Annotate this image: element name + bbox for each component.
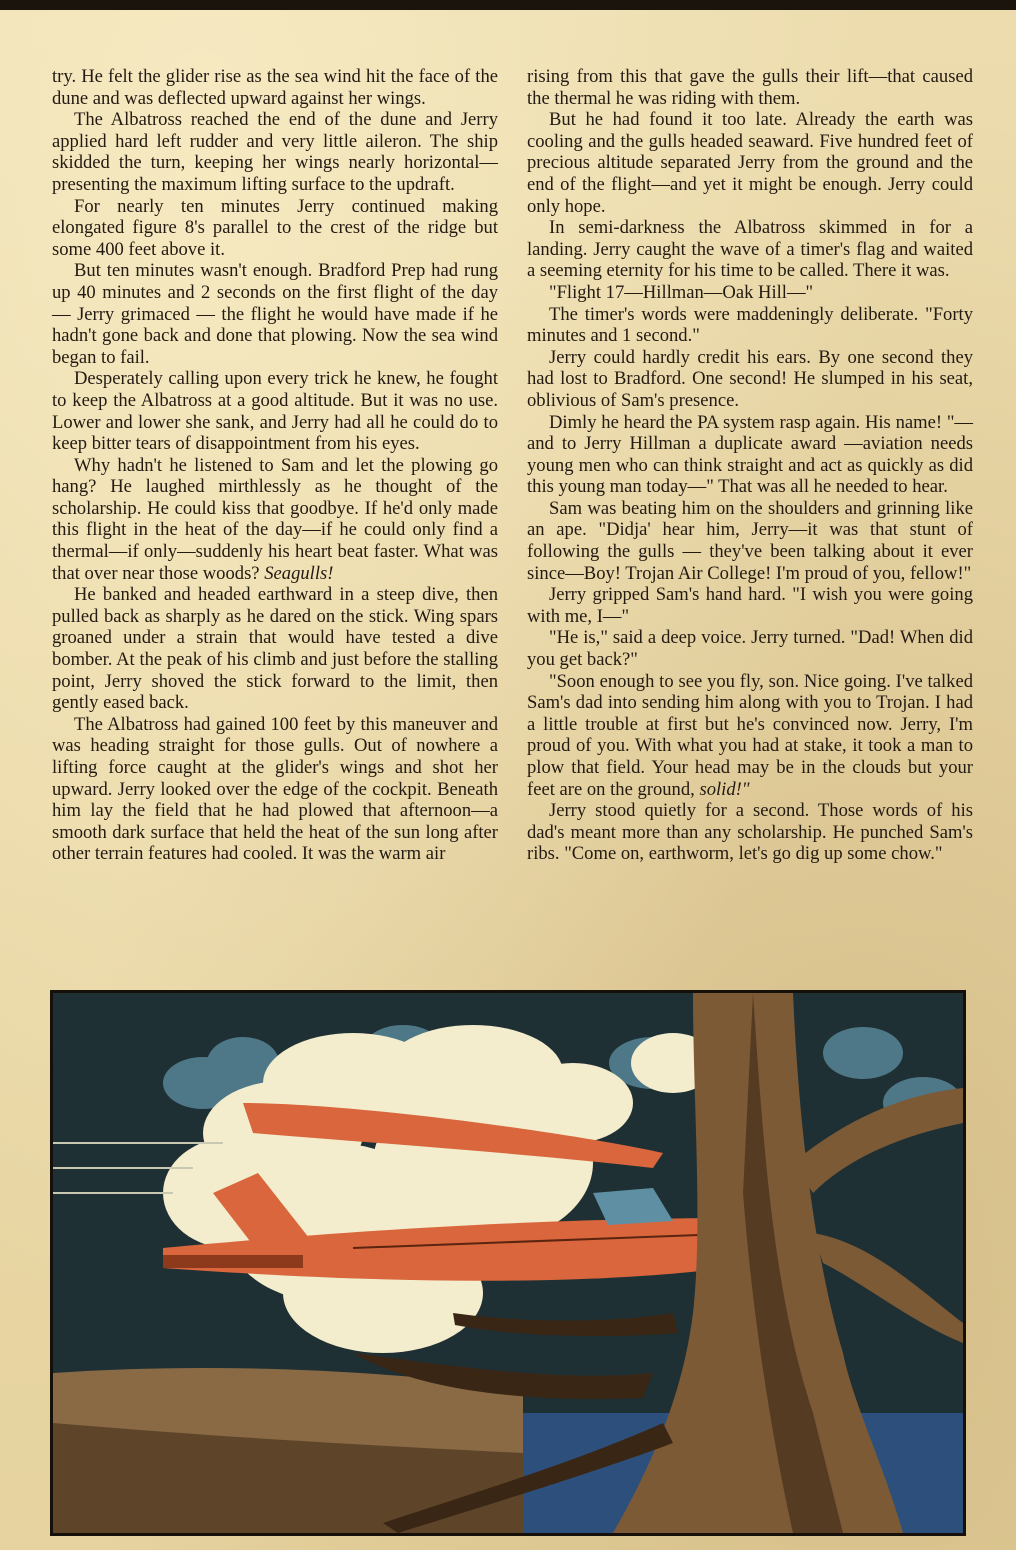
emphasis-seagulls: Seagulls!	[264, 562, 334, 584]
glider-illustration	[53, 993, 963, 1533]
emphasis-solid: solid!"	[699, 778, 750, 800]
paragraph: In semi-darkness the Albatross skimmed in for a landing. Jerry caught the wave of a timer's flag and waited a seeming eternity for his time to be called. There it was.	[527, 217, 973, 282]
paragraph: Sam was beating him on the shoulders and grinning like an ape. "Didja' hear him, Jerry—it was that stunt of following the gulls — they've been talking about it ever since—Boy! Trojan Air College! I'm proud of you, fellow!"	[527, 497, 973, 584]
paragraph: Desperately calling upon every trick he knew, he fought to keep the Albatross at a good altitude. But it was no use. Lower and lower she sank, and Jerry had all he could do to keep bitter tears of disappointment from his eyes.	[52, 368, 498, 455]
glider-stabilizer	[163, 1255, 303, 1268]
paragraph	[527, 671, 973, 801]
illustration-panel	[50, 990, 966, 1536]
paragraph: The timer's words were maddeningly deliberate. "Forty minutes and 1 second."	[527, 303, 973, 347]
page-top-edge	[0, 0, 1016, 10]
paragraph: For nearly ten minutes Jerry continued making elongated figure 8's parallel to the crest of the ridge but some 400 feet above it.	[52, 195, 498, 260]
paragraph: But he had found it too late. Already the earth was cooling and the gulls headed seaward. Five hundred feet of precious altitude separated Jerry from the ground and the end of the flight—and yet it might be enough. Jerry could only hope.	[527, 109, 973, 217]
paragraph: Jerry could hardly credit his ears. By one second they had lost to Bradford. One second! He slumped in his seat, oblivious of Sam's presence.	[527, 346, 973, 411]
text-column-left	[52, 66, 498, 865]
paragraph-text: Why hadn't he listened to Sam and let the plowing go hang? He laughed mirthlessly as he thought of the scholarship. He could kiss that goodbye. If he'd only made this flight in the heat of the day—if he could only find a thermal—if only—suddenly his heart beat faster. What was that over near those woods?	[52, 454, 498, 584]
text-column-right	[527, 66, 973, 865]
paragraph: He banked and headed earthward in a steep dive, then pulled back as sharply as he dared on the stick. Wing spars groaned under a strain that would have tested a dive bomber. At the peak of his climb and just before the stalling point, Jerry shoved the stick forward to the limit, then gently eased back.	[52, 584, 498, 714]
paragraph: But ten minutes wasn't enough. Bradford Prep had rung up 40 minutes and 2 seconds on the first flight of the day — Jerry grimaced — the flight he would have made if he hadn't gone back and done that plowing. Now the sea wind began to fail.	[52, 260, 498, 368]
paragraph: The Albatross reached the end of the dune and Jerry applied hard left rudder and very little aileron. The ship skidded the turn, keeping her wings nearly horizontal—presenting the maximum lifting surface to the updraft.	[52, 109, 498, 195]
paragraph: Jerry gripped Sam's hand hard. "I wish you were going with me, I—"	[527, 584, 973, 627]
paragraph: "He is," said a deep voice. Jerry turned. "Dad! When did you get back?"	[527, 627, 973, 671]
paragraph: Jerry stood quietly for a second. Those words of his dad's meant more than any scholarship. He punched Sam's ribs. "Come on, earthworm, let's go dig up some chow."	[527, 800, 973, 865]
paragraph: Dimly he heard the PA system rasp again. His name! "—and to Jerry Hillman a duplicate award —aviation needs young men who can think straight and act as quickly as did this young man today—" That was all he needed to hear.	[527, 411, 973, 498]
paragraph: The Albatross had gained 100 feet by this maneuver and was heading straight for those gulls. Out of nowhere a lifting force caught at the glider's wings and shot her upward. Jerry looked over the edge of the cockpit. Beneath him lay the field that he had plowed that afternoon—a smooth dark surface that held the heat of the sun long after other terrain features had cooled. It was the warm air	[52, 713, 498, 865]
paragraph: try. He felt the glider rise as the sea wind hit the face of the dune and was deflected upward against her wings.	[52, 66, 498, 109]
paragraph: "Flight 17—Hillman—Oak Hill—"	[549, 281, 814, 303]
paragraph: rising from this that gave the gulls their lift—that caused the thermal he was riding with them.	[527, 66, 973, 109]
paragraph	[52, 455, 498, 585]
paragraph-text: "Soon enough to see you fly, son. Nice going. I've talked Sam's dad into sending him along with you to Trojan. I had a little trouble at first but he's convinced now. Jerry, I'm proud of you. With what you had at stake, it took a man to plow that field. Your head may be in the clouds but your feet are on the ground,	[527, 670, 973, 800]
